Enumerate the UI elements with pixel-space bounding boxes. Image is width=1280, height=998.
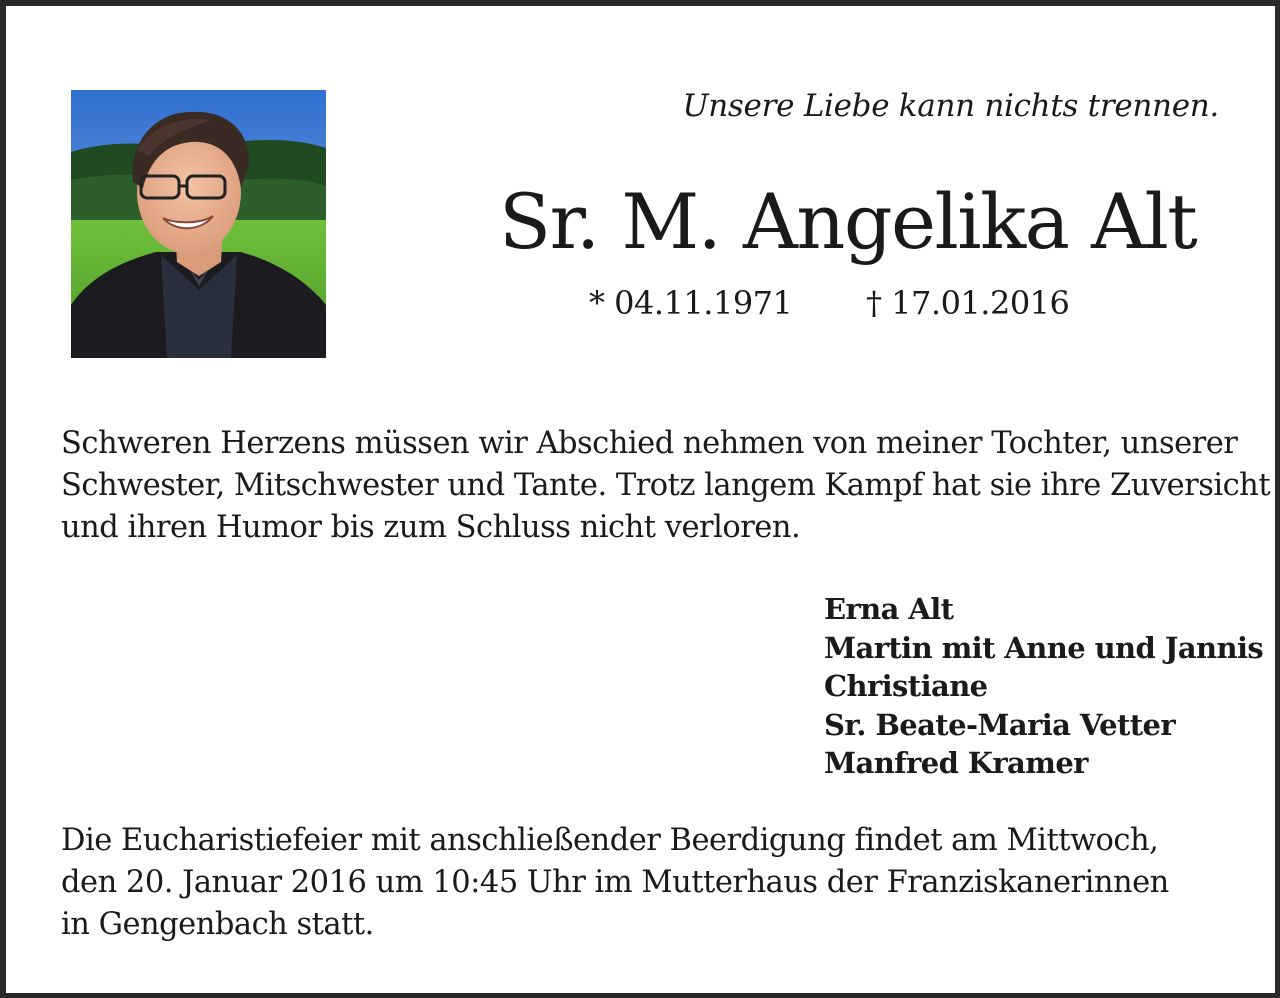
funeral-line: den 20. Januar 2016 um 10:45 Uhr im Mutterhaus der Franziskanerinnen xyxy=(61,865,1169,900)
funeral-line: in Gengenbach statt. xyxy=(61,907,374,942)
death-date: † 17.01.2016 xyxy=(866,284,1070,322)
deceased-name: Sr. M. Angelika Alt xyxy=(499,177,1197,266)
mourner-name: Christiane xyxy=(824,669,988,703)
mourner-name: Erna Alt xyxy=(824,592,954,626)
mourner-name: Sr. Beate-Maria Vetter xyxy=(824,707,1176,742)
portrait-photo xyxy=(71,90,326,358)
mourner-name: Manfred Kramer xyxy=(824,746,1088,780)
funeral-line: Die Eucharistiefeier mit anschließender Beerdigung findet am Mittwoch, xyxy=(61,823,1159,858)
message-line: Schweren Herzens müssen wir Abschied nehmen von meiner Tochter, unserer xyxy=(61,426,1238,461)
farewell-message xyxy=(61,423,1270,549)
message-line: und ihren Humor bis zum Schluss nicht verloren. xyxy=(61,510,801,545)
mourners-list xyxy=(824,590,1263,783)
birth-date: * 04.11.1971 xyxy=(589,284,793,322)
memorial-motto: Unsere Liebe kann nichts trennen. xyxy=(682,88,1219,124)
funeral-announcement xyxy=(61,820,1169,946)
message-line: Schwester, Mitschwester und Tante. Trotz langem Kampf hat sie ihre Zuversicht xyxy=(61,468,1271,503)
mourner-name: Martin mit Anne und Jannis xyxy=(824,630,1264,665)
